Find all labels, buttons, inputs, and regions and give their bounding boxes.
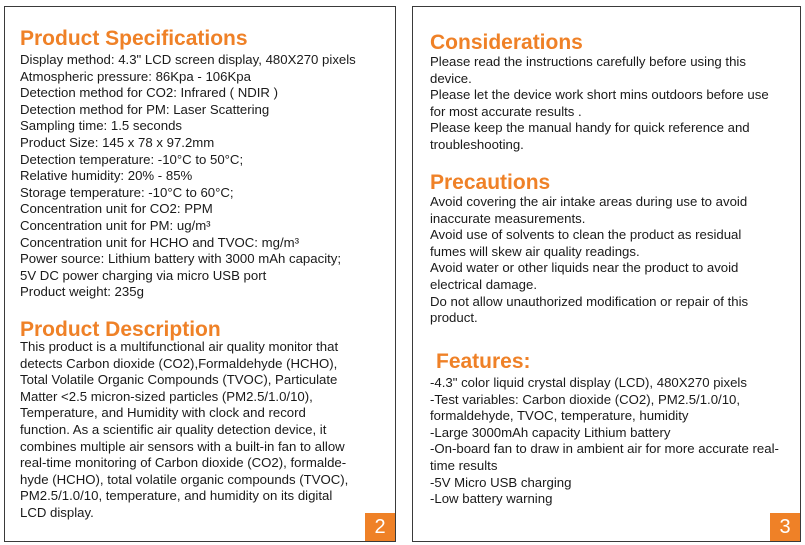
manual-page-left [4, 6, 396, 542]
page-number-badge: 2 [365, 513, 395, 541]
spec-item: 5V DC power charging via micro USB port [20, 267, 267, 283]
feature-item: -Test variables: Carbon dioxide (CO2), PM2.5/1.0/10, formaldehyde, TVOC, temperature, humidity [430, 391, 741, 424]
spec-item: Power source: Lithium battery with 3000 mAh capacity; [20, 251, 342, 267]
specifications-list [20, 52, 356, 301]
considerations-list [430, 54, 780, 154]
precaution-item: Avoid use of solvents to clean the product as residual fumes will skew air quality readings. [430, 227, 742, 259]
product-specifications-heading: Product Specifications [20, 27, 248, 50]
precautions-heading: Precautions [430, 171, 551, 194]
spec-item: Sampling time: 1.5 seconds [20, 118, 182, 134]
feature-item: -On-board fan to draw in ambient air for more accurate real-time results [430, 441, 779, 473]
precaution-item: Avoid covering the air intake areas during use to avoid inaccurate measurements. [430, 194, 748, 226]
features-list [430, 375, 790, 508]
spec-item: Relative humidity: 20% - 85% [20, 168, 193, 184]
spec-item: Concentration unit for CO2: PPM [20, 201, 213, 217]
consideration-item: Please keep the manual handy for quick reference and troubleshooting. [430, 120, 750, 152]
spec-item: Product Size: 145 x 78 x 97.2mm [20, 134, 215, 150]
spec-item: Detection method for PM: Laser Scattering [20, 101, 270, 117]
features-heading: Features: [436, 350, 531, 373]
feature-item: -Low battery warning [430, 491, 553, 507]
spec-item: Concentration unit for PM: ug/m³ [20, 217, 211, 233]
spec-item: Detection method for CO2: Infrared ( NDIR ) [20, 85, 278, 101]
spec-item: Concentration unit for HCHO and TVOC: mg/m³ [20, 234, 299, 250]
spec-item: Product weight: 235g [20, 284, 144, 300]
precaution-item: Avoid water or other liquids near the product to avoid electrical damage. [430, 260, 739, 292]
consideration-item: Please read the instructions carefully before using this device. [430, 54, 746, 86]
product-description-text: This product is a multifunctional air quality monitor that detects Carbon dioxide (CO2),Formaldehyde (HCHO), Total Volatile Organic Compounds (TVOC), Particulate Matter <2.5 micron-sized particles (PM2.5/1.0/10), Temperature, and Humidity with clock and record function. As a scientific air quality detection device, it combines multiple air sensors with a built-in fan to allow real-time monitoring of Carbon dioxide (CO2), formalde- hyde (HCHO), total volatile organic compounds (TVOC), PM2.5/1.0/10, temperature, and humidity on its digital LCD display. [20, 339, 349, 520]
precaution-item: Do not allow unauthorized modification or repair of this product. [430, 293, 749, 326]
spec-item: Storage temperature: -10°C to 60°C; [20, 184, 234, 200]
consideration-item: Please let the device work short mins outdoors before use for most accurate results . [430, 87, 769, 119]
precautions-list [430, 194, 780, 327]
considerations-heading: Considerations [430, 31, 583, 54]
manual-page-right [412, 6, 801, 542]
product-description-heading: Product Description [20, 318, 221, 341]
spec-item: Detection temperature: -10°C to 50°C; [20, 151, 244, 167]
spec-item: Display method: 4.3" LCD screen display, 480X270 pixels [20, 52, 356, 67]
page-number-badge: 3 [770, 513, 800, 541]
feature-item: -Large 3000mAh capacity Lithium battery [430, 424, 671, 440]
spec-item: Atmospheric pressure: 86Kpa - 106Kpa [20, 68, 251, 84]
feature-item: -4.3" color liquid crystal display (LCD), 480X270 pixels [430, 375, 747, 390]
feature-item: -5V Micro USB charging [430, 474, 572, 490]
